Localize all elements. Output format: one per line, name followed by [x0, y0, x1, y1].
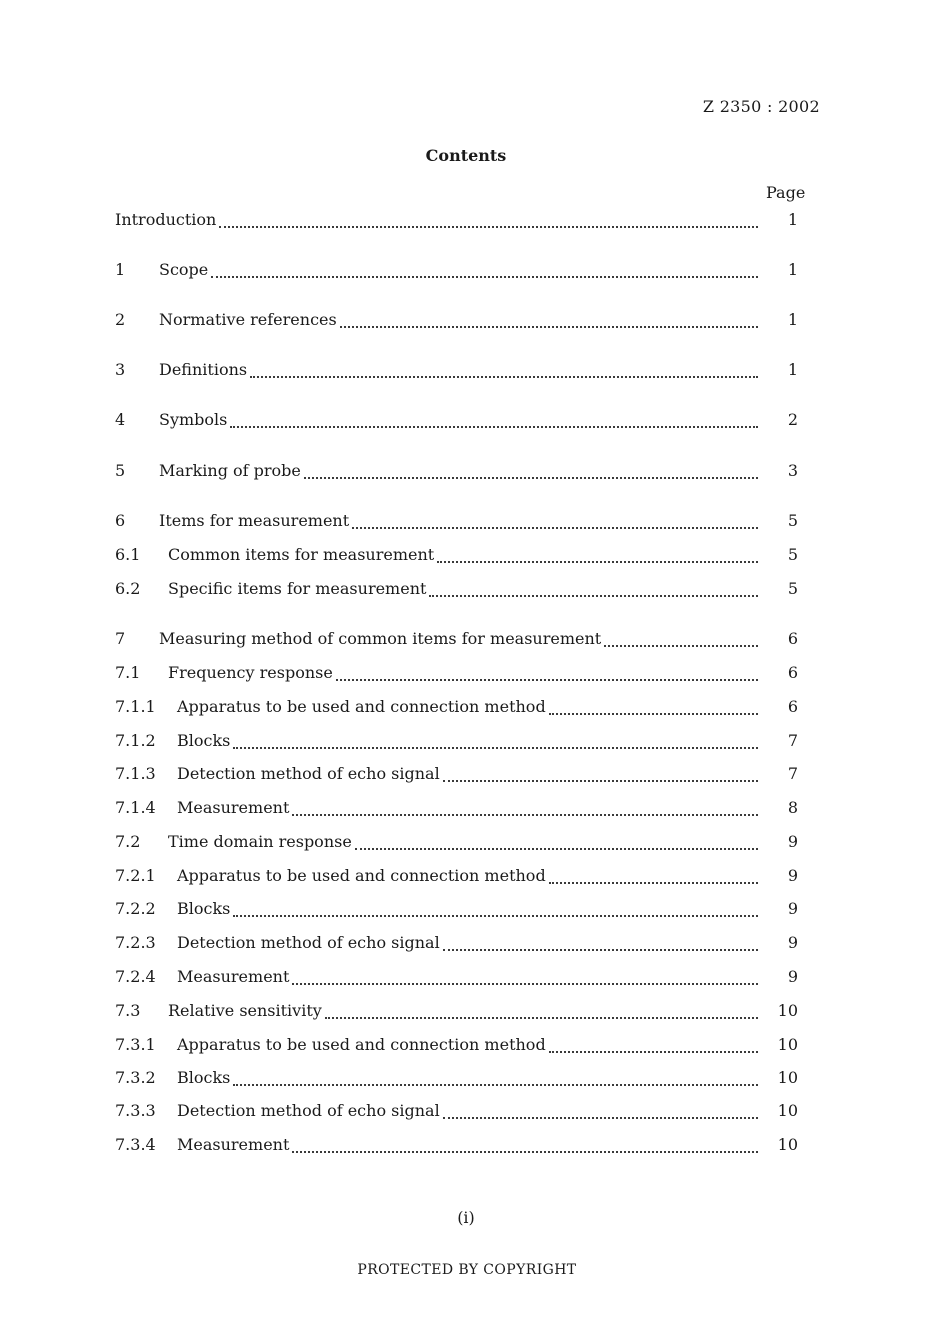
dot-leader [340, 322, 758, 328]
toc-entry-7-3-3[interactable] [115, 1101, 800, 1123]
toc-number: 7.3.3 [115, 1101, 156, 1120]
toc-number: 7.3.4 [115, 1135, 156, 1154]
dot-leader [429, 591, 758, 597]
toc-page-number: 8 [787, 798, 798, 817]
dot-leader [437, 557, 758, 563]
toc-number: 7.2 [115, 832, 141, 851]
standard-id: Z 2350 : 2002 [702, 97, 820, 116]
toc-page-number: 5 [787, 579, 798, 598]
toc-number: 7.3.1 [115, 1035, 156, 1054]
toc-number: 7.2.1 [115, 866, 156, 885]
dot-leader [292, 1147, 758, 1153]
toc-title: Common items for measurement [168, 545, 435, 564]
toc-entry-7-3-2[interactable] [115, 1068, 800, 1090]
toc-entry-1[interactable] [115, 260, 800, 282]
toc-page-number: 5 [787, 511, 798, 530]
toc-entry-7-3[interactable] [115, 1001, 800, 1023]
toc-entry-introduction[interactable] [115, 210, 800, 232]
toc-number: 2 [115, 310, 126, 329]
dot-leader [211, 272, 758, 278]
toc-page-number: 5 [787, 545, 798, 564]
toc-number: 7.1.2 [115, 731, 156, 750]
toc-entry-7-1[interactable] [115, 663, 800, 685]
toc-number: 7.1.4 [115, 798, 156, 817]
toc-title: Marking of probe [159, 461, 301, 480]
page-title: Contents [425, 146, 507, 165]
toc-page-number: 10 [777, 1068, 798, 1087]
dot-leader [443, 945, 758, 951]
toc-entry-7-3-4[interactable] [115, 1135, 800, 1157]
toc-entry-2[interactable] [115, 310, 800, 332]
toc-title: Frequency response [168, 663, 333, 682]
dot-leader [336, 675, 758, 681]
toc-number: 6.1 [115, 545, 141, 564]
toc-title: Detection method of echo signal [177, 933, 440, 952]
toc-entry-7-2[interactable] [115, 832, 800, 854]
toc-page-number: 7 [787, 731, 798, 750]
footer-page-number: (i) [457, 1208, 475, 1227]
toc-title: Introduction [115, 210, 217, 229]
toc-page-number: 9 [787, 899, 798, 918]
toc-entry-7-2-3[interactable] [115, 933, 800, 955]
dot-leader [250, 372, 758, 378]
toc-number: 6 [115, 511, 126, 530]
toc-title: Normative references [159, 310, 337, 329]
dot-leader [230, 422, 758, 428]
toc-number: 7.1.3 [115, 764, 156, 783]
toc-number: 7.3.2 [115, 1068, 156, 1087]
dot-leader [233, 743, 758, 749]
toc-title: Apparatus to be used and connection method [177, 866, 546, 885]
dot-leader [549, 709, 758, 715]
toc-page-number: 2 [787, 410, 798, 429]
toc-title: Apparatus to be used and connection method [177, 697, 546, 716]
toc-page-number: 6 [787, 697, 798, 716]
toc-number: 7.1.1 [115, 697, 156, 716]
toc-number: 7 [115, 629, 126, 648]
toc-entry-6-1[interactable] [115, 545, 800, 567]
toc-page-number: 9 [787, 832, 798, 851]
toc-title: Measurement [177, 798, 290, 817]
toc-title: Measurement [177, 967, 290, 986]
toc-entry-7-1-1[interactable] [115, 697, 800, 719]
toc-page-number: 3 [787, 461, 798, 480]
toc-entry-7-1-4[interactable] [115, 798, 800, 820]
dot-leader [443, 1113, 758, 1119]
toc-number: 1 [115, 260, 126, 279]
toc-page-number: 6 [787, 629, 798, 648]
toc-title: Symbols [159, 410, 228, 429]
toc-page-number: 7 [787, 764, 798, 783]
toc-entry-7-1-2[interactable] [115, 731, 800, 753]
toc-title: Blocks [177, 899, 231, 918]
toc-entry-7-2-4[interactable] [115, 967, 800, 989]
toc-title: Items for measurement [159, 511, 350, 530]
toc-number: 7.2.2 [115, 899, 156, 918]
dot-leader [219, 222, 758, 228]
toc-title: Time domain response [168, 832, 352, 851]
dot-leader [292, 979, 758, 985]
toc-title: Measuring method of common items for measurement [159, 629, 602, 648]
toc-title: Scope [159, 260, 209, 279]
toc-title: Blocks [177, 1068, 231, 1087]
toc-number: 7.2.3 [115, 933, 156, 952]
toc-entry-6[interactable] [115, 511, 800, 533]
dot-leader [233, 1080, 758, 1086]
toc-page-number: 6 [787, 663, 798, 682]
toc-page-number: 1 [787, 360, 798, 379]
toc-page-number: 10 [777, 1001, 798, 1020]
toc-entry-6-2[interactable] [115, 579, 800, 601]
toc-number: 6.2 [115, 579, 141, 598]
toc-page-number: 10 [777, 1101, 798, 1120]
dot-leader [549, 1047, 758, 1053]
toc-number: 4 [115, 410, 126, 429]
toc-title: Detection method of echo signal [177, 1101, 440, 1120]
toc-page-number: 9 [787, 933, 798, 952]
toc-page-number: 10 [777, 1135, 798, 1154]
toc-page-number: 1 [787, 210, 798, 229]
copyright-notice: PROTECTED BY COPYRIGHT [357, 1262, 577, 1278]
toc-entry-7-2-1[interactable] [115, 866, 800, 888]
dot-leader [292, 810, 758, 816]
toc-entry-7-1-3[interactable] [115, 764, 800, 786]
toc-page-number: 9 [787, 866, 798, 885]
toc-title: Apparatus to be used and connection method [177, 1035, 546, 1054]
dot-leader [443, 776, 758, 782]
toc-number: 7.3 [115, 1001, 141, 1020]
dot-leader [549, 878, 758, 884]
toc-entry-5[interactable] [115, 461, 800, 483]
toc-page-number: 1 [787, 310, 798, 329]
dot-leader [604, 641, 758, 647]
toc-entry-4[interactable] [115, 410, 800, 432]
toc-page-number: 1 [787, 260, 798, 279]
toc-page-number: 9 [787, 967, 798, 986]
toc-number: 3 [115, 360, 126, 379]
toc-title: Blocks [177, 731, 231, 750]
dot-leader [352, 523, 758, 529]
toc-title: Definitions [159, 360, 248, 379]
dot-leader [304, 473, 758, 479]
toc-entry-7[interactable] [115, 629, 800, 651]
toc-title: Detection method of echo signal [177, 764, 440, 783]
toc-number: 7.2.4 [115, 967, 156, 986]
toc-entry-7-3-1[interactable] [115, 1035, 800, 1057]
dot-leader [233, 911, 758, 917]
toc-title: Specific items for measurement [168, 579, 427, 598]
toc-entry-3[interactable] [115, 360, 800, 382]
dot-leader [325, 1013, 758, 1019]
toc-title: Relative sensitivity [168, 1001, 322, 1020]
page-column-header: Page [766, 183, 806, 202]
toc-page-number: 10 [777, 1035, 798, 1054]
toc-title: Measurement [177, 1135, 290, 1154]
dot-leader [355, 844, 758, 850]
toc-number: 5 [115, 461, 126, 480]
toc-number: 7.1 [115, 663, 141, 682]
toc-entry-7-2-2[interactable] [115, 899, 800, 921]
